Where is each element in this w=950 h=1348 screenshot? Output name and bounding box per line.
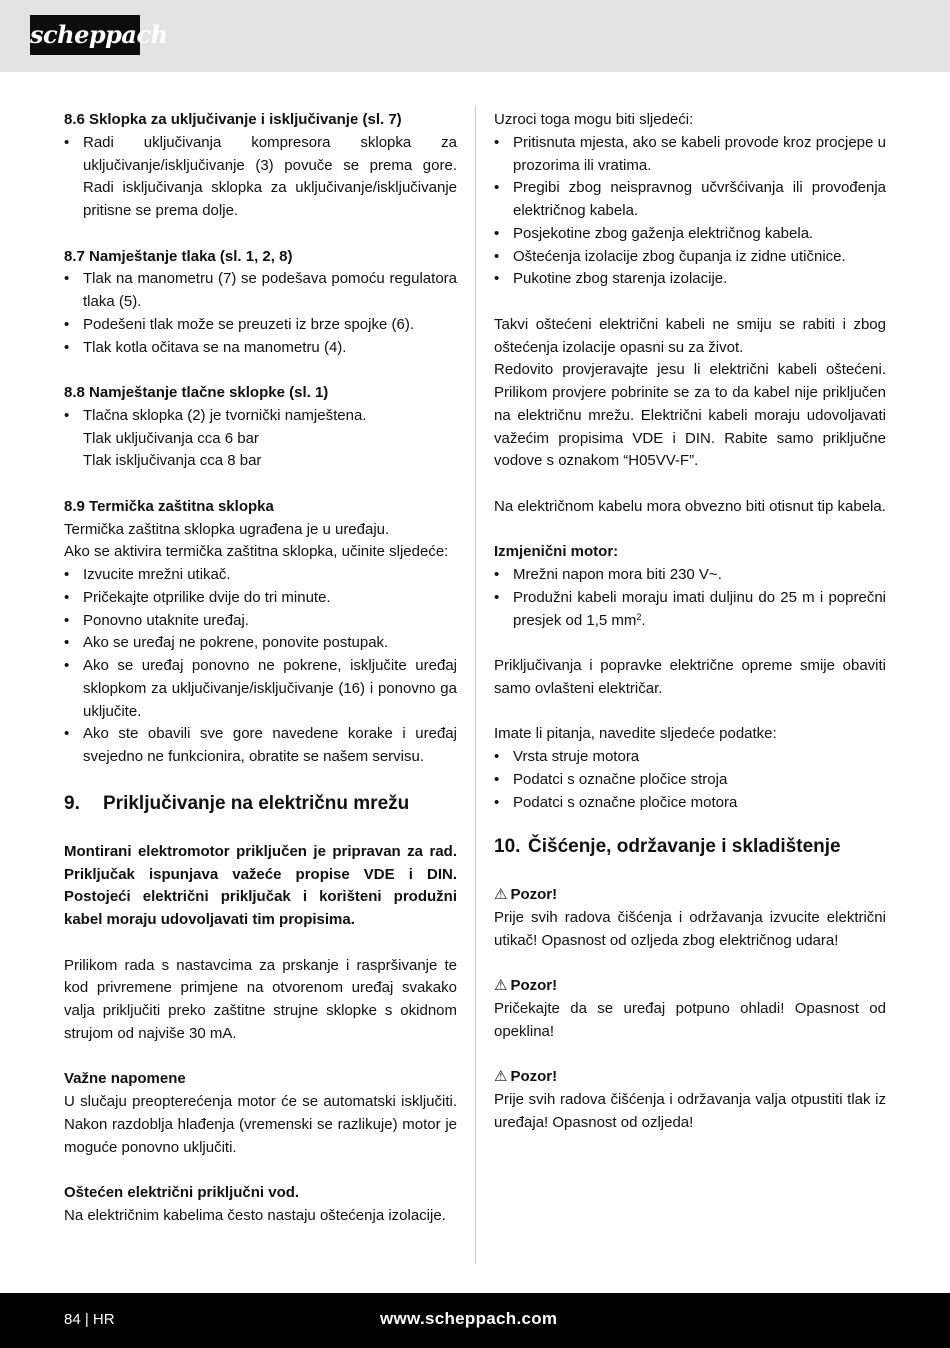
section-8-8-title: 8.8 Namještanje tlačne sklopke (sl. 1) <box>64 384 329 401</box>
section-8-6-list <box>64 132 457 223</box>
list-item: • Pričekajte otprilike dvije do tri minute. <box>64 587 457 610</box>
info-list <box>494 746 886 814</box>
paragraph: Pričekajte da se uređaj potpuno ohladi! Opasnost od opeklina! <box>494 1000 886 1040</box>
paragraph: Prilikom rada s nastavcima za prskanje i raspršivanje te kod privremene primjene na otvorenom uređaj svakako valja priključiti preko zaštitne strujne sklopke s okidnom strujom od najviše 30 mA. <box>64 956 457 1042</box>
list-item: • Ako se uređaj ponovno ne pokrene, isključite uređaj sklopkom za uključivanje/isključivanje (16) i ponovno ga uključite. <box>64 655 457 723</box>
right-column <box>494 109 886 1135</box>
list-item: • Podatci s označne pločice motora <box>494 792 886 815</box>
paragraph: U slučaju preopterećenja motor će se automatski isključiti. Nakon razdoblja hlađenja (vremenski se razlikuje) motor je moguće ponovno uključiti. <box>64 1093 457 1156</box>
important-notes-title: Važne napomene <box>64 1070 186 1088</box>
list-item: • Radi uključivanja kompresora sklopka za uključivanje/isključivanje (3) povuče se prema gore. Radi isključivanja sklopka za uključivanje/isključivanje pritisne se prema dolje. <box>64 132 457 223</box>
section-8-6-title: 8.6 Sklopka za uključivanje i isključivanje (sl. 7) <box>64 111 402 128</box>
list-item: • Tlačna sklopka (2) je tvornički namještena. <box>64 405 457 428</box>
list-item: • Posjekotine zbog gaženja električnog kabela. <box>494 223 886 246</box>
cross-section-text: Produžni kabeli moraju imati duljinu do 25 m i poprečni presjek od 1,5 mm <box>513 588 886 629</box>
paragraph: Takvi oštećeni električni kabeli ne smiju se rabiti i zbog oštećenja izolacije opasni su za život. <box>494 315 886 356</box>
left-column <box>64 109 457 1228</box>
warning-label: ⚠ Pozor! <box>494 1068 558 1086</box>
list-item: • Oštećenja izolacije zbog čupanja iz zidne utičnice. <box>494 246 886 269</box>
scheppach-logo: scheppach <box>30 15 140 55</box>
section-8-9-list <box>64 564 457 769</box>
paragraph: Prije svih radova čišćenja i održavanja izvucite električni utikač! Opasnost od ozljeda zbog električnog udara! <box>494 909 886 949</box>
warning-icon: ⚠ <box>494 977 508 995</box>
footer-bar <box>0 1293 950 1348</box>
list-item: • Podatci s označne pločice stroja <box>494 769 886 792</box>
paragraph: Ako se aktivira termička zaštitna sklopka, učinite sljedeće: <box>64 543 449 561</box>
paragraph: Na električnom kabelu mora obvezno biti otisnut tip kabela. <box>494 497 886 515</box>
section-10-heading <box>494 836 886 858</box>
list-item: • Izvucite mrežni utikač. <box>64 564 457 587</box>
list-item: • Tlak kotla očitava se na manometru (4). <box>64 337 457 360</box>
section-8-8-list <box>64 405 457 428</box>
period: . <box>641 611 646 629</box>
warning-icon: ⚠ <box>494 886 508 904</box>
header-bar <box>0 0 950 72</box>
damaged-cable-title: Oštećen električni priključni vod. <box>64 1184 300 1201</box>
paragraph: Termička zaštitna sklopka ugrađena je u uređaju. <box>64 520 390 538</box>
section-9-heading <box>64 793 457 815</box>
paragraph: Priključivanja i popravke električne opreme smije obaviti samo ovlašteni električar. <box>494 657 886 697</box>
list-item: • Pukotine zbog starenja izolacije. <box>494 268 886 291</box>
list-item: • Ako se uređaj ne pokrene, ponovite postupak. <box>64 632 457 655</box>
cut-out-pressure: Tlak isključivanja cca 8 bar <box>83 452 262 470</box>
paragraph: Na električnim kabelima često nastaju oštećenja izolacije. <box>64 1206 446 1224</box>
superscript: 2 <box>636 611 642 622</box>
page-number: 84 | HR <box>64 1311 115 1328</box>
column-divider <box>475 106 476 1264</box>
ac-motor-list <box>494 564 886 632</box>
section-8-9-title: 8.9 Termička zaštitna sklopka <box>64 497 274 515</box>
warning-icon: ⚠ <box>494 1068 508 1086</box>
section-title: Priključivanje na električnu mrežu <box>103 792 410 814</box>
ac-motor-title: Izmjenični motor: <box>494 543 619 561</box>
list-item <box>494 587 886 633</box>
list-item: • Mrežni napon mora biti 230 V~. <box>494 564 886 587</box>
list-item: • Vrsta struje motora <box>494 746 886 769</box>
warning-label: ⚠ Pozor! <box>494 886 558 904</box>
causes-list <box>494 132 886 291</box>
paragraph: Imate li pitanja, navedite sljedeće podatke: <box>494 725 777 743</box>
list-item: • Podešeni tlak može se preuzeti iz brze spojke (6). <box>64 314 457 337</box>
section-number: 9. <box>64 792 80 814</box>
website-link[interactable]: www.scheppach.com <box>380 1309 558 1328</box>
list-item: • Ako ste obavili sve gore navedene korake i uređaj svejedno ne funkcionira, obratite se našem servisu. <box>64 723 457 769</box>
section-8-7-list <box>64 268 457 359</box>
list-item: • Pritisnuta mjesta, ako se kabeli provode kroz procjepe u prozorima ili vratima. <box>494 132 886 178</box>
section-8-7-title: 8.7 Namještanje tlaka (sl. 1, 2, 8) <box>64 247 293 265</box>
section-title: Čišćenje, održavanje i skladištenje <box>528 836 841 858</box>
paragraph: Redovito provjeravajte jesu li električni kabeli oštećeni. Prilikom provjere pobrinite se za to da kabel nije priključen na električnu mrežu. Električni kabeli moraju udovoljavati važećim propisima VDE i DIN. Rabite samo priključne vodove s oznakom “H05VV-F”. <box>494 361 886 470</box>
paragraph: Uzroci toga mogu biti sljedeći: <box>494 111 694 128</box>
section-number: 10. <box>494 836 521 858</box>
cut-in-pressure: Tlak uključivanja cca 6 bar <box>83 429 259 447</box>
paragraph: Montirani elektromotor priključen je pripravan za rad. Priključak ispunjava važeće propise VDE i DIN. Postojeći električni priključak i korišteni produžni kabel moraju udovoljavati tim propisima. <box>64 842 457 928</box>
list-item: • Tlak na manometru (7) se podešava pomoću regulatora tlaka (5). <box>64 268 457 314</box>
list-item: • Pregibi zbog neispravnog učvršćivanja ili provođenja električnog kabela. <box>494 177 886 223</box>
list-item: • Ponovno utaknite uređaj. <box>64 610 457 633</box>
paragraph: Prije svih radova čišćenja i održavanja valja otpustiti tlak iz uređaja! Opasnost od ozljeda! <box>494 1091 886 1131</box>
warning-label: ⚠ Pozor! <box>494 977 558 995</box>
